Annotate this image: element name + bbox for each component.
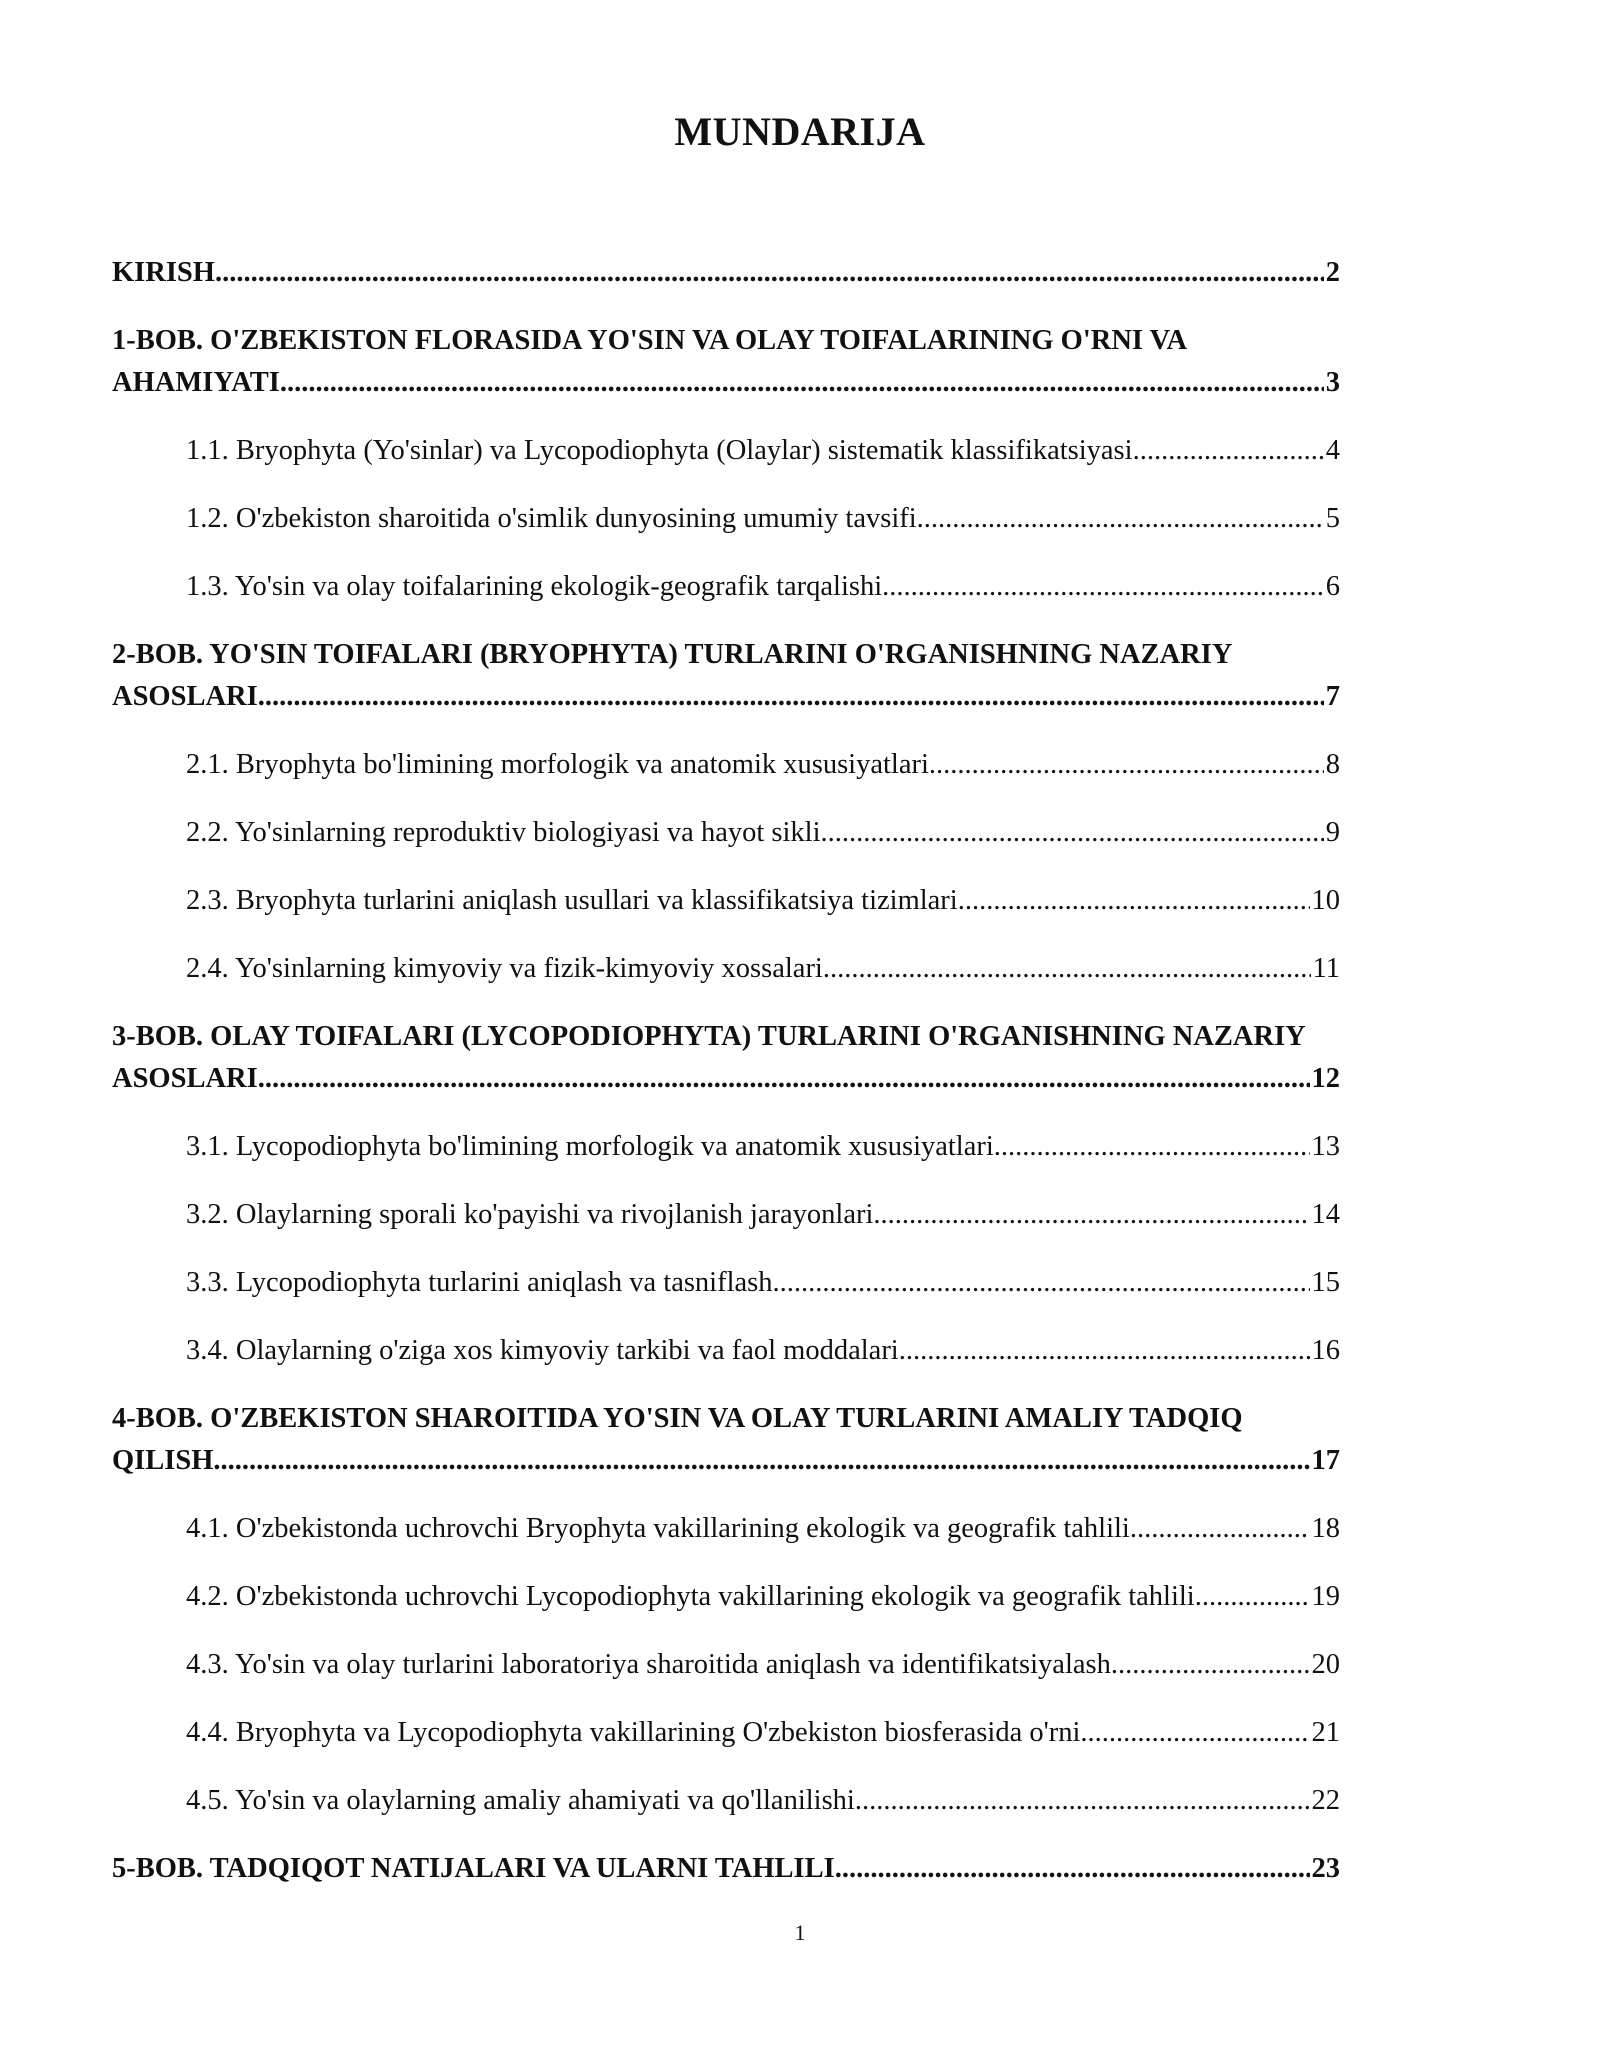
dot-leader [899,1330,1310,1372]
toc-entry-label: 4.4. Bryophyta va Lycopodiophyta vakillarining O'zbekiston biosferasida o'rni [186,1717,1081,1748]
toc-page-number: 23 [1311,1853,1340,1884]
toc-entry-label: 4.3. Yo'sin va olay turlarini laboratoriya sharoitida aniqlash va identifikatsiyalash [186,1649,1111,1680]
toc-entry-2-3[interactable] [112,880,1340,922]
dot-leader [917,498,1324,540]
dot-leader [855,1780,1310,1822]
dot-leader [1111,1644,1310,1686]
toc-entry-label: 2-BOB. YO'SIN TOIFALARI (BRYOPHYTA) TURLARINI O'RGANISHNING NAZARIY [112,639,1233,670]
toc-page-number: 14 [1311,1199,1340,1230]
toc-entry-1-3[interactable] [112,566,1340,608]
dot-leader [835,1848,1310,1890]
toc-entry-label: 1.2. O'zbekiston sharoitida o'simlik dunyosining umumiy tavsifi [186,503,917,534]
dot-leader [1080,1712,1309,1754]
toc-entry-label: 4.2. O'zbekistonda uchrovchi Lycopodiophyta vakillarining ekologik va geografik tahlili [186,1581,1195,1612]
toc-page-number: 4 [1325,435,1340,466]
dot-leader [215,252,1324,294]
toc-entry-label: 4.1. O'zbekistonda uchrovchi Bryophyta vakillarining ekologik va geografik tahlili [186,1513,1130,1544]
toc-entry-label: 1-BOB. O'ZBEKISTON FLORASIDA YO'SIN VA OLAY TOIFALARINING O'RNI VA [112,325,1188,356]
toc-entry-3-1[interactable] [112,1126,1340,1168]
toc-page-number: 5 [1325,503,1340,534]
dot-leader [1130,1508,1310,1550]
toc-page-number: 6 [1325,571,1340,602]
toc-entry-label-continued: AHAMIYATI [112,367,280,398]
toc-page-number: 3 [1325,367,1340,398]
toc-page-number: 11 [1312,953,1340,984]
toc-entry-label: 4-BOB. O'ZBEKISTON SHAROITIDA YO'SIN VA OLAY TURLARINI AMALIY TADQIQ [112,1403,1243,1434]
toc-page-number: 19 [1311,1581,1340,1612]
toc-page-number: 15 [1311,1267,1340,1298]
toc-entry-2-2[interactable] [112,812,1340,854]
toc-entry-label: 2.3. Bryophyta turlarini aniqlash usullari va klassifikatsiya tizimlari [186,885,958,916]
toc-entry-label-continued: ASOSLARI [112,681,258,712]
toc-entry-4-5[interactable] [112,1780,1340,1822]
toc-entry-label: 3.3. Lycopodiophyta turlarini aniqlash va tasniflash [186,1267,773,1298]
toc-entry-4-2[interactable] [112,1576,1340,1618]
toc-page-number: 9 [1325,817,1340,848]
toc-entry-4-1[interactable] [112,1508,1340,1550]
toc-entry-chapter-3[interactable] [112,1016,1340,1100]
page-title: MUNDARIJA [674,109,926,154]
toc-page-number: 17 [1311,1445,1340,1476]
toc-entry-label: 5-BOB. TADQIQOT NATIJALARI VA ULARNI TAHLILI [112,1853,835,1884]
toc-page-number: 16 [1311,1335,1340,1366]
dot-leader [258,676,1324,718]
toc-entry-label: 3.4. Olaylarning o'ziga xos kimyoviy tarkibi va faol moddalari [186,1335,899,1366]
dot-leader [929,744,1324,786]
toc-entry-label-continued: ASOSLARI [112,1063,258,1094]
toc-entry-1-1[interactable] [112,430,1340,472]
dot-leader [773,1262,1310,1304]
toc-entry-label: 2.4. Yo'sinlarning kimyoviy va fizik-kimyoviy xossalari [186,953,823,984]
toc-entry-chapter-5[interactable] [112,1848,1340,1890]
dot-leader [1195,1576,1310,1618]
toc-page-number: 7 [1325,681,1340,712]
toc-entry-kirish[interactable] [112,252,1340,294]
toc-page-number: 13 [1311,1131,1340,1162]
toc-entry-3-4[interactable] [112,1330,1340,1372]
toc-page-number: 20 [1311,1649,1340,1680]
toc-entry-label-continued: QILISH [112,1445,214,1476]
toc-entry-label: 3.1. Lycopodiophyta bo'limining morfologik va anatomik xususiyatlari [186,1131,994,1162]
toc-entry-2-1[interactable] [112,744,1340,786]
dot-leader [994,1126,1310,1168]
toc-entry-label: 2.1. Bryophyta bo'limining morfologik va anatomik xususiyatlari [186,749,929,780]
dot-leader [258,1058,1310,1100]
toc-page-number: 21 [1311,1717,1340,1748]
page-number-footer: 1 [794,1920,806,1945]
toc-page-number: 8 [1325,749,1340,780]
toc-entry-3-2[interactable] [112,1194,1340,1236]
toc-entry-2-4[interactable] [112,948,1340,990]
toc-entry-chapter-4[interactable] [112,1398,1340,1482]
toc-entry-chapter-2[interactable] [112,634,1340,718]
toc-entry-4-3[interactable] [112,1644,1340,1686]
toc-entry-label: 1.3. Yo'sin va olay toifalarining ekologik-geografik tarqalishi [186,571,883,602]
toc-entry-4-4[interactable] [112,1712,1340,1754]
toc-entry-1-2[interactable] [112,498,1340,540]
dot-leader [882,566,1324,608]
dot-leader [280,362,1324,404]
toc-entry-label: 1.1. Bryophyta (Yo'sinlar) va Lycopodiophyta (Olaylar) sistematik klassifikatsiyasi [186,435,1133,466]
toc-entry-label: 4.5. Yo'sin va olaylarning amaliy ahamiyati va qo'llanilishi [186,1785,855,1816]
toc-page-number: 12 [1311,1063,1340,1094]
dot-leader [958,880,1310,922]
dot-leader [821,812,1324,854]
table-of-contents [112,252,1340,1916]
toc-entry-label: 3-BOB. OLAY TOIFALARI (LYCOPODIOPHYTA) TURLARINI O'RGANISHNING NAZARIY [112,1021,1306,1052]
toc-page-number: 22 [1311,1785,1340,1816]
dot-leader [213,1440,1309,1482]
toc-page-number: 10 [1311,885,1340,916]
toc-page-number: 18 [1311,1513,1340,1544]
toc-entry-chapter-1[interactable] [112,320,1340,404]
toc-entry-label: 3.2. Olaylarning sporali ko'payishi va rivojlanish jarayonlari [186,1199,874,1230]
dot-leader [873,1194,1309,1236]
dot-leader [1133,430,1324,472]
toc-page-number: 2 [1325,257,1340,288]
toc-entry-label: 2.2. Yo'sinlarning reproduktiv biologiyasi va hayot sikli [186,817,821,848]
toc-entry-label: KIRISH [112,257,215,288]
dot-leader [823,948,1311,990]
toc-entry-3-3[interactable] [112,1262,1340,1304]
